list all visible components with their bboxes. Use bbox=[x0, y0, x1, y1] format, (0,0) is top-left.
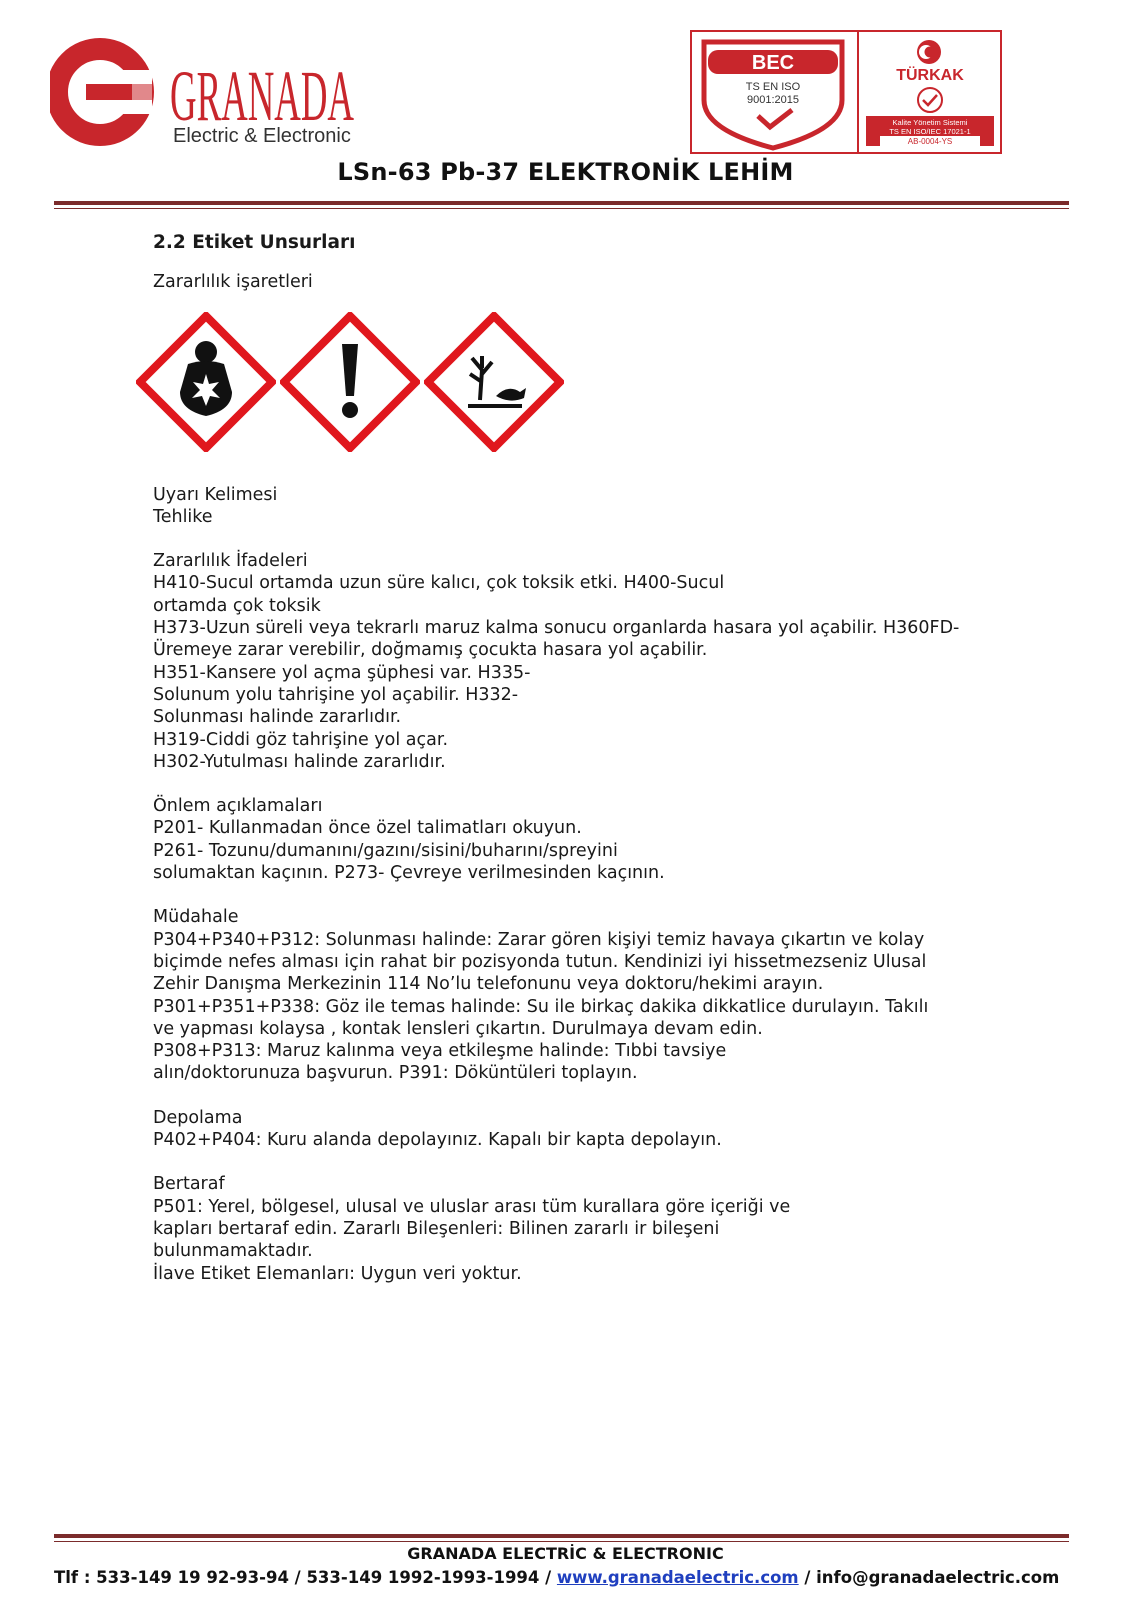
website-link[interactable]: www.granadaelectric.com bbox=[556, 1568, 799, 1587]
precaution-line: P261- Tozunu/dumanını/gazını/sisini/buharını/spreyini bbox=[153, 840, 618, 861]
response-line: biçimde nefes alması için rahat bir pozisyonda tutun. Kendinizi iyi hissetmezseniz Ulusal bbox=[153, 951, 927, 972]
hazard-line: Solunması halinde zararlıdır. bbox=[153, 707, 402, 728]
bec-iso-badge bbox=[704, 42, 842, 148]
precaution-title: Önlem açıklamaları bbox=[153, 796, 323, 817]
response-line: alın/doktorunuza başvurun. P391: Döküntüleri toplayın. bbox=[153, 1063, 638, 1084]
signal-word-label: Uyarı Kelimesi bbox=[153, 484, 278, 505]
turkak-line1: Kalite Yönetim Sistemi bbox=[892, 118, 968, 127]
turkak-line2: TS EN ISO/IEC 17021-1 bbox=[889, 127, 971, 136]
footer-company-name: GRANADA ELECTRİC & ELECTRONIC bbox=[407, 1544, 724, 1563]
header-rule bbox=[54, 201, 1069, 205]
hazard-line: H373-Uzun süreli veya tekrarlı maruz kalma sonucu organlarda hasara yol açabilir. H360FD- bbox=[153, 618, 960, 639]
storage-block bbox=[153, 1107, 973, 1152]
disposal-line: İlave Etiket Elemanları: Uygun veri yoktur. bbox=[153, 1263, 522, 1284]
response-line: Zehir Danışma Merkezinin 114 No’lu telefonunu veya doktoru/hekimi arayın. bbox=[153, 974, 824, 995]
exclamation-mark-icon bbox=[280, 312, 420, 452]
label-elements-section bbox=[153, 232, 973, 1307]
response-title: Müdahale bbox=[153, 907, 239, 928]
hazard-line: H302-Yutulması halinde zararlıdır. bbox=[153, 751, 446, 772]
disposal-block bbox=[153, 1173, 973, 1284]
granada-logo-mark bbox=[50, 30, 370, 160]
bec-standard-line2: 9001:2015 bbox=[747, 94, 799, 106]
hazard-line: H410-Sucul ortamda uzun süre kalıcı, çok toksik etki. H400-Sucul bbox=[153, 573, 725, 594]
hazard-statements-title: Zararlılık İfadeleri bbox=[153, 551, 308, 572]
hazard-line: H319-Ciddi göz tahrişine yol açar. bbox=[153, 729, 449, 750]
certification-badges bbox=[690, 30, 1002, 154]
footer-rule bbox=[54, 1534, 1069, 1538]
footer-separator: / bbox=[798, 1568, 817, 1587]
footer-phone: Tlf : 533-149 19 92-93-94 / 533-149 1992-1993-1994 / bbox=[54, 1568, 557, 1587]
response-line: P301+P351+P338: Göz ile temas halinde: Su ile birkaç dakika dikkatlice durulayın. Takılı bbox=[153, 996, 929, 1017]
storage-line: P402+P404: Kuru alanda depolayınız. Kapalı bir kapta depolayın. bbox=[153, 1130, 722, 1151]
hazard-line: ortamda çok toksik bbox=[153, 595, 321, 616]
document-title: LSn-63 Pb-37 ELEKTRONİK LEHİM bbox=[337, 158, 794, 186]
environment-hazard-icon bbox=[424, 312, 564, 452]
signal-word-block bbox=[153, 484, 973, 529]
logo-brand-text: GRANADA bbox=[170, 56, 355, 136]
turkak-code: AB-0004-YS bbox=[907, 137, 953, 146]
signal-word: Tehlike bbox=[153, 506, 213, 527]
response-line: P308+P313: Maruz kalınma veya etkileşme halinde: Tıbbi tavsiye bbox=[153, 1041, 727, 1062]
response-line: P304+P340+P312: Solunması halinde: Zarar gören kişiyi temiz havaya çıkartın ve kolay bbox=[153, 929, 925, 950]
turkak-name: TÜRKAK bbox=[896, 67, 964, 84]
section-heading: 2.2 Etiket Unsurları bbox=[153, 232, 356, 253]
disposal-line: kapları bertaraf edin. Zararlı Bileşenleri: Bilinen zararlı ir bileşeni bbox=[153, 1218, 720, 1239]
hazard-line: H351-Kansere yol açma şüphesi var. H335- bbox=[153, 662, 531, 683]
header-rule-thin bbox=[54, 208, 1069, 209]
footer-contact bbox=[54, 1568, 1059, 1587]
disposal-line: P501: Yerel, bölgesel, ulusal ve uluslar arası tüm kurallara göre içeriği ve bbox=[153, 1196, 791, 1217]
hazard-statements-block bbox=[153, 550, 973, 773]
precaution-line: P201- Kullanmadan önce özel talimatları okuyun. bbox=[153, 818, 582, 839]
health-hazard-icon bbox=[136, 312, 276, 452]
hazard-line: Solunum yolu tahrişine yol açabilir. H332- bbox=[153, 684, 519, 705]
precaution-line: solumaktan kaçının. P273- Çevreye verilmesinden kaçının. bbox=[153, 863, 665, 884]
response-block bbox=[153, 906, 973, 1084]
response-line: ve yapması kolaysa , kontak lensleri çıkartın. Durulmaya devam edin. bbox=[153, 1018, 763, 1039]
ghs-pictograms bbox=[136, 302, 973, 462]
footer-rule-thin bbox=[54, 1541, 1069, 1542]
hazard-line: Üremeye zarar verebilir, doğmamış çocukta hasara yol açabilir. bbox=[153, 640, 708, 661]
pictograms-label: Zararlılık işaretleri bbox=[153, 272, 313, 293]
granada-logo bbox=[50, 30, 370, 160]
bec-standard-line1: TS EN ISO bbox=[745, 81, 801, 93]
footer-email[interactable]: info@granadaelectric.com bbox=[816, 1568, 1060, 1587]
disposal-title: Bertaraf bbox=[153, 1174, 225, 1195]
storage-title: Depolama bbox=[153, 1107, 243, 1128]
bec-name: BEC bbox=[751, 52, 795, 74]
logo-tagline: Electric & Electronic bbox=[173, 125, 351, 147]
precaution-block bbox=[153, 795, 973, 884]
disposal-line: bulunmamaktadır. bbox=[153, 1241, 313, 1262]
